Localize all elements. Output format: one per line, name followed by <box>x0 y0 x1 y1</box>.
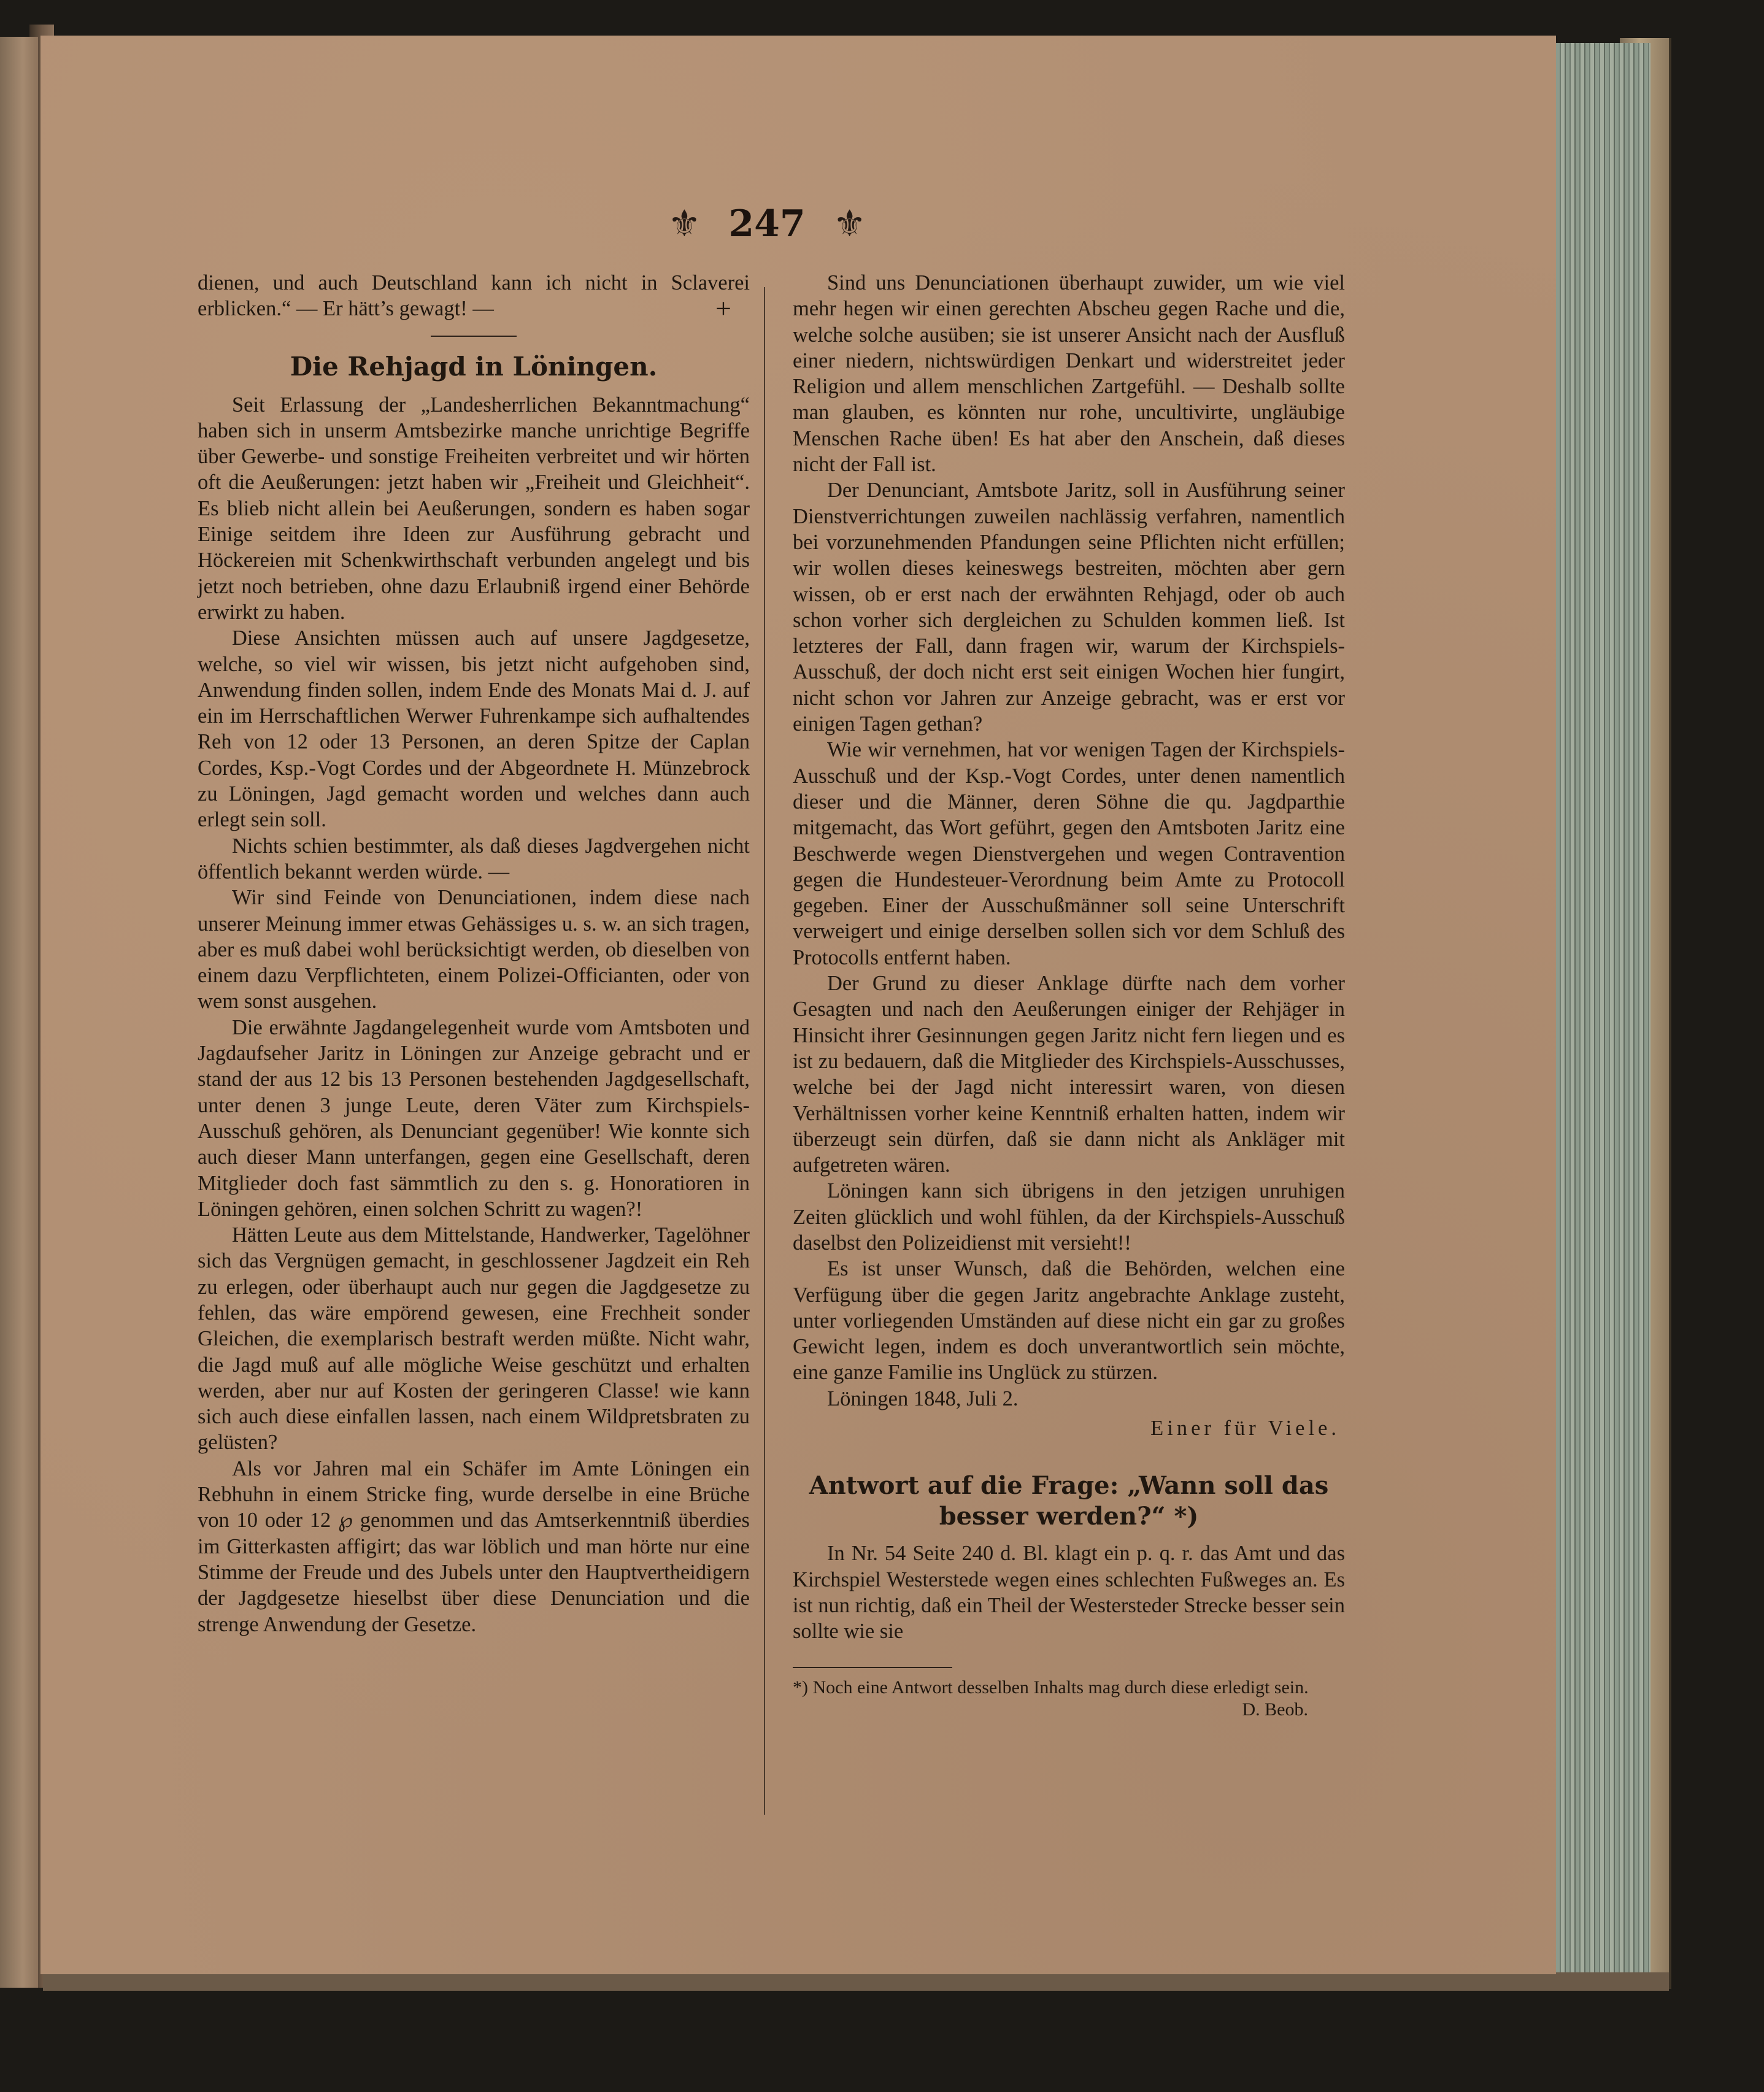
footnote <box>793 1677 1345 1721</box>
article-paragraph: Der Denunciant, Amtsbote Jaritz, soll in Ausführung seiner Dienstverrichtungen zuweilen nachlässig verfahren, namentlich bei vorzunehmenden Pfandungen seine Pflichten nicht erfüllen; wir wollen dieses keineswegs bestreiten, möchten aber gern wissen, ob er erst nach der erwähnten Rehjagd, oder ob auch schon vorher sich dergleichen zu Schulden kommen ließ. Ist letzteres der Fall, dann fragen wir, warum der Kirchspiels-Ausschuß, der doch nicht erst seit einigen Wochen hier fungirt, nicht schon vor Jahren zur Anzeige gebracht, was er erst vor einigen Tagen gethan? <box>793 479 1345 736</box>
article-paragraph: In Nr. 54 Seite 240 d. Bl. klagt ein p. q. r. das Amt und das Kirchspiel Westerstede wegen eines schlechten Fußweges an. Es ist nun richtig, daß ein Theil der Westersteder Strecke besser sein sollte wie sie <box>793 1542 1345 1644</box>
ornament-left-icon: ⚜ <box>668 202 701 245</box>
page-header <box>626 202 908 252</box>
article-headline: Die Rehjagd in Löningen. <box>290 351 658 382</box>
continuation-body: dienen, und auch Deutschland kann ich nicht in Sclaverei erblicken.“ — Er hätt’s gewagt! — <box>198 271 750 321</box>
footnote-signature: D. Beob. <box>1242 1699 1308 1720</box>
article-dateline: Löningen 1848, Juli 2. <box>827 1386 1019 1410</box>
column-divider <box>764 287 765 1815</box>
article-paragraph: Wir sind Feinde von Denunciationen, indem diese nach unserer Meinung immer etwas Gehässiges u. s. w. an sich tragen, aber es muß dabei wohl berücksichtigt werden, ob dieselben von einem dazu Verpflichteten, einem Polizei-Officianten, oder von wem sonst ausgehen. <box>198 886 750 1013</box>
continuation-mark: + <box>715 293 731 325</box>
article-paragraph: Nichts schien bestimmter, als daß dieses Jagdvergehen nicht öffentlich bekannt werden würde. — <box>198 834 750 883</box>
article-paragraph: Die erwähnte Jagdangelegenheit wurde vom Amtsboten und Jagdaufseher Jaritz in Löningen zur Anzeige gebracht und er stand der aus 12 bis 13 Personen bestehenden Jagdgesellschaft, unter denen 3 junge Leute, deren Väter zum Kirchspiels-Ausschuß gehören, als Denunciant gegenüber! Wie konnte sich auch dieser Mann unterfangen, gegen eine Gesellschaft, deren Mitglieder doch fast sämmtlich zu den s. g. Honoratioren in Löningen gehören, einen solchen Schritt zu wagen?! <box>198 1015 750 1221</box>
ornament-right-icon: ⚜ <box>833 202 866 245</box>
facing-page-edge <box>0 37 38 1988</box>
footnote-rule <box>793 1667 952 1668</box>
article-paragraph: Als vor Jahren mal ein Schäfer im Amte Löningen ein Rebhuhn in einem Stricke fing, wurde derselbe in eine Brüche von 10 oder 12 ℘ genommen und das Amtserkenntniß überdies im Gitterkasten affigirt; das war löblich und man hörte nur eine Stimme der Freude und des Jubels unter den Hauptvertheidigern der Jagdgesetze hieselbst über diese Denunciation und die strenge Anwendung der Gesetze. <box>198 1456 750 1636</box>
right-column <box>793 270 1345 1721</box>
continuation-text <box>198 270 750 325</box>
book-bottom-edge <box>43 1972 1669 1991</box>
article-paragraph: Es ist unser Wunsch, daß die Behörden, welchen eine Verfügung über die gegen Jaritz angebrachte Anklage zusteht, unter vorliegenden Umständen auf diese nicht ein gar zu großes Gewicht legen, indem es doch unverantwortlich sein möchte, eine ganze Familie ins Unglück zu stürzen. <box>793 1257 1345 1385</box>
left-column <box>198 270 750 1637</box>
section-separator <box>431 336 517 337</box>
article-paragraph: Hätten Leute aus dem Mittelstande, Handwerker, Tagelöhner sich das Vergnügen gemacht, in geschlossener Jagdzeit ein Reh zu erlegen, oder überhaupt auch nur gegen die Jagdgesetze zu fehlen, das wäre empörend gewesen, eine Frechheit sonder Gleichen, die exemplarisch bestraft werden müßte. Nicht wahr, die Jagd muß auf alle mögliche Weise geschützt und erhalten werden, aber nur auf Kosten der geringeren Classe! wie kann sich auch diese einfallen lassen, nach einem Wildpretsbraten zu gelüsten? <box>198 1223 750 1455</box>
footnote-text: *) Noch eine Antwort desselben Inhalts mag durch diese erledigt sein. <box>793 1677 1309 1698</box>
article-paragraph: Seit Erlassung der „Landesherrlichen Bekanntmachung“ haben sich in unserm Amtsbezirke manche unrichtige Begriffe über Gewerbe- und sonstige Freiheiten verbreitet und wir hörten oft die Aeußerungen: jetzt haben wir „Freiheit und Gleichheit“. Es blieb nicht allein bei Aeußerungen, sondern es haben sogar Einige seitdem ihre Ideen zur Ausführung gebracht und Höckereien mit Schenkwirthschaft verbunden angelegt und bis jetzt noch betrieben, ohne dazu Erlaubniß irgend einer Behörde erwirkt zu haben. <box>198 393 750 624</box>
article-paragraph: Wie wir vernehmen, hat vor wenigen Tagen der Kirchspiels-Ausschuß und der Ksp.-Vogt Cordes, unter denen namentlich dieser und die Männer, deren Söhne die qu. Jagdparthie mitgemacht, das Wort geführt, gegen den Amtsboten Jaritz eine Beschwerde wegen Dienstvergehen und wegen Contravention gegen die Hundesteuer-Verordnung beim Amte zu Protocoll gegeben. Einer der Ausschußmänner soll seine Unterschrift verweigert und einige derselben sollen sich vor dem Schluß des Protocolls entfernt haben. <box>793 738 1345 969</box>
page-number: 247 <box>728 202 806 245</box>
page-stack-edges <box>1546 43 1650 1982</box>
article-signature: Einer für Viele. <box>1150 1417 1340 1440</box>
article-paragraph: Sind uns Denunciationen überhaupt zuwider, um wie viel mehr hegen wir einen gerechten Abscheu gegen Rache und die, welche solche ausüben; sie ist unserer Ansicht nach der Ausfluß einer niedern, nichtswürdigen Denkart und widerstreitet jeder Religion und allem menschlichen Zartgefühl. — Deshalb sollte man glauben, es könnten nur rohe, uncultivirte, ungläubige Menschen Rache üben! Es hat aber den Anschein, daß dieses nicht der Fall ist. <box>793 271 1345 477</box>
second-article-headline: Antwort auf die Frage: „Wann soll das besser werden?“ *) <box>809 1471 1329 1531</box>
article-paragraph: Löningen kann sich übrigens in den jetzigen unruhigen Zeiten glücklich und wohl fühlen, da der Kirchspiels-Ausschuß daselbst den Polizeidienst mit versieht!! <box>793 1179 1345 1255</box>
article-paragraph: Diese Ansichten müssen auch auf unsere Jagdgesetze, welche, so viel wir wissen, bis jetzt nicht aufgehoben sind, Anwendung finden sollen, indem Ende des Monats Mai d. J. auf ein im Herrschaftlichen Werwer Fuhrenkampe sich aufhaltendes Reh von 12 oder 13 Personen, an deren Spitze der Caplan Cordes, Ksp.-Vogt Cordes und der Abgeordnete H. Münzebrock zu Löningen, Jagd gemacht worden und welches dann auch erlegt sein soll. <box>198 626 750 832</box>
article-paragraph: Der Grund zu dieser Anklage dürfte nach dem vorher Gesagten und nach den Aeußerungen einiger der Rehjäger in Hinsicht ihrer Gesinnungen gegen Jaritz nicht fern liegen und es ist zu bedauern, daß die Mitglieder des Kirchspiels-Ausschusses, welche bei der Jagd nicht interessirt waren, von diesen Verhältnissen vorher keine Kenntniß erhalten hatten, indem wir überzeugt sein dürfen, daß sie dann nicht als Ankläger mit aufgetreten wären. <box>793 972 1345 1177</box>
